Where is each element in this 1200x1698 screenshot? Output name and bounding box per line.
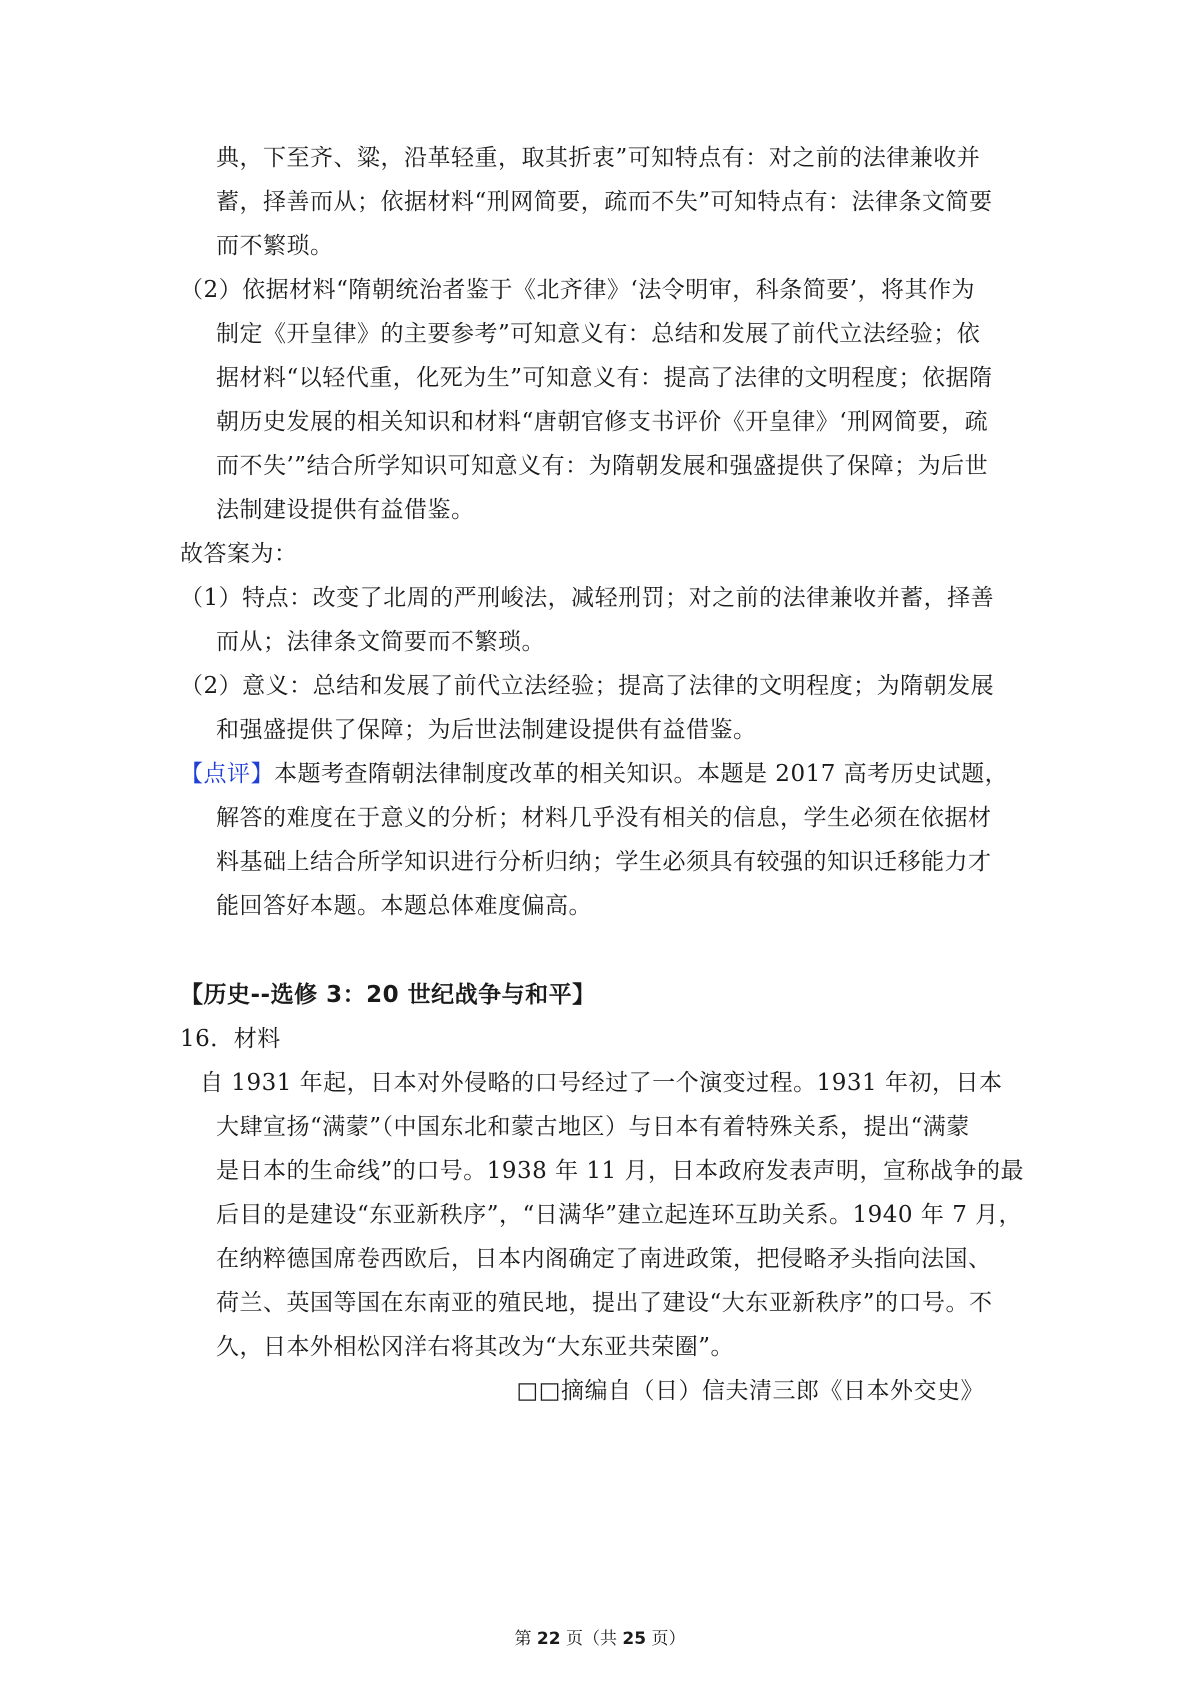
comment-line-4: 能回答好本题。本题总体难度偏高。	[216, 893, 592, 919]
footer-page-number: 22	[536, 1629, 561, 1649]
material-line-2: 大肆宣扬“满蒙”（中国东北和蒙古地区）与日本有着特殊关系，提出“满蒙	[216, 1114, 970, 1140]
answer-heading: 故答案为：	[180, 541, 298, 567]
answer-item2-line-1: （2）意义：总结和发展了前代立法经验；提高了法律的文明程度；为隋朝发展	[180, 673, 995, 699]
comment-tag: 【点评】	[180, 761, 274, 787]
footer-suffix: 页）	[646, 1629, 686, 1649]
analysis-p2-line-3: 据材料“以轻代重，化死为生”可知意义有：提高了法律的文明程度；依据隋	[216, 365, 993, 391]
analysis-p1-line-2: 蓄，择善而从；依据材料“刑网简要，疏而不失”可知特点有：法律条文简要	[216, 189, 993, 215]
comment-line-2: 解答的难度在于意义的分析；材料几乎没有相关的信息，学生必须在依据材	[216, 805, 992, 831]
material-line-4: 后目的是建设“东亚新秩序”，“日满华”建立起连环互助关系。1940 年 7 月，	[216, 1202, 1023, 1228]
material-line-5: 在纳粹德国席卷西欧后，日本内阁确定了南进政策，把侵略矛头指向法国、	[216, 1246, 992, 1272]
material-line-3: 是日本的生命线”的口号。1938 年 11 月，日本政府发表声明，宣称战争的最	[216, 1158, 1024, 1184]
comment-first-text: 本题考查隋朝法律制度改革的相关知识。本题是 2017 高考历史试题，	[274, 761, 1009, 787]
analysis-p1-line-1: 典，下至齐、粱，沿革轻重，取其折衷”可知特点有：对之前的法律兼收并	[216, 145, 981, 171]
analysis-p2-line-6: 法制建设提供有益借鉴。	[216, 497, 475, 523]
footer-middle: 页（共	[560, 1629, 623, 1649]
answer-item1-line-1: （1）特点：改变了北周的严刑峻法，减轻刑罚；对之前的法律兼收并蓄，择善	[180, 585, 995, 611]
analysis-p2-line-5: 而不失’”结合所学知识可知意义有：为隋朝发展和强盛提供了保障；为后世	[216, 453, 989, 479]
material-line-7: 久，日本外相松冈洋右将其改为“大东亚共荣圈”。	[216, 1334, 735, 1360]
page-footer	[0, 1628, 1200, 1650]
footer-total-pages: 25	[622, 1629, 647, 1649]
material-source: □□摘编自（日）信夫清三郎《日本外交史》	[516, 1378, 984, 1404]
answer-item2-line-2: 和强盛提供了保障；为后世法制建设提供有益借鉴。	[216, 717, 757, 743]
question-16-label: 16．材料	[180, 1026, 281, 1052]
analysis-p1-line-3: 而不繁琐。	[216, 233, 334, 259]
material-line-6: 荷兰、英国等国在东南亚的殖民地，提出了建设“大东亚新秩序”的口号。不	[216, 1290, 993, 1316]
section-heading: 【历史--选修 3：20 世纪战争与和平】	[180, 982, 596, 1008]
comment-first-line	[180, 759, 1008, 789]
analysis-p2-line-1: （2）依据材料“隋朝统治者鉴于《北齐律》‘法令明审，科条简要’，将其作为	[180, 277, 976, 303]
material-line-1: 自 1931 年起，日本对外侵略的口号经过了一个演变过程。1931 年初，日本	[200, 1070, 1003, 1096]
analysis-p2-line-4: 朝历史发展的相关知识和材料“唐朝官修支书评价《开皇律》‘刑网简要，疏	[216, 409, 989, 435]
answer-item1-line-2: 而从；法律条文简要而不繁琐。	[216, 629, 545, 655]
analysis-p2-line-2: 制定《开皇律》的主要参考”可知意义有：总结和发展了前代立法经验；依	[216, 321, 981, 347]
comment-line-3: 料基础上结合所学知识进行分析归纳；学生必须具有较强的知识迁移能力才	[216, 849, 992, 875]
footer-prefix: 第	[514, 1629, 537, 1649]
